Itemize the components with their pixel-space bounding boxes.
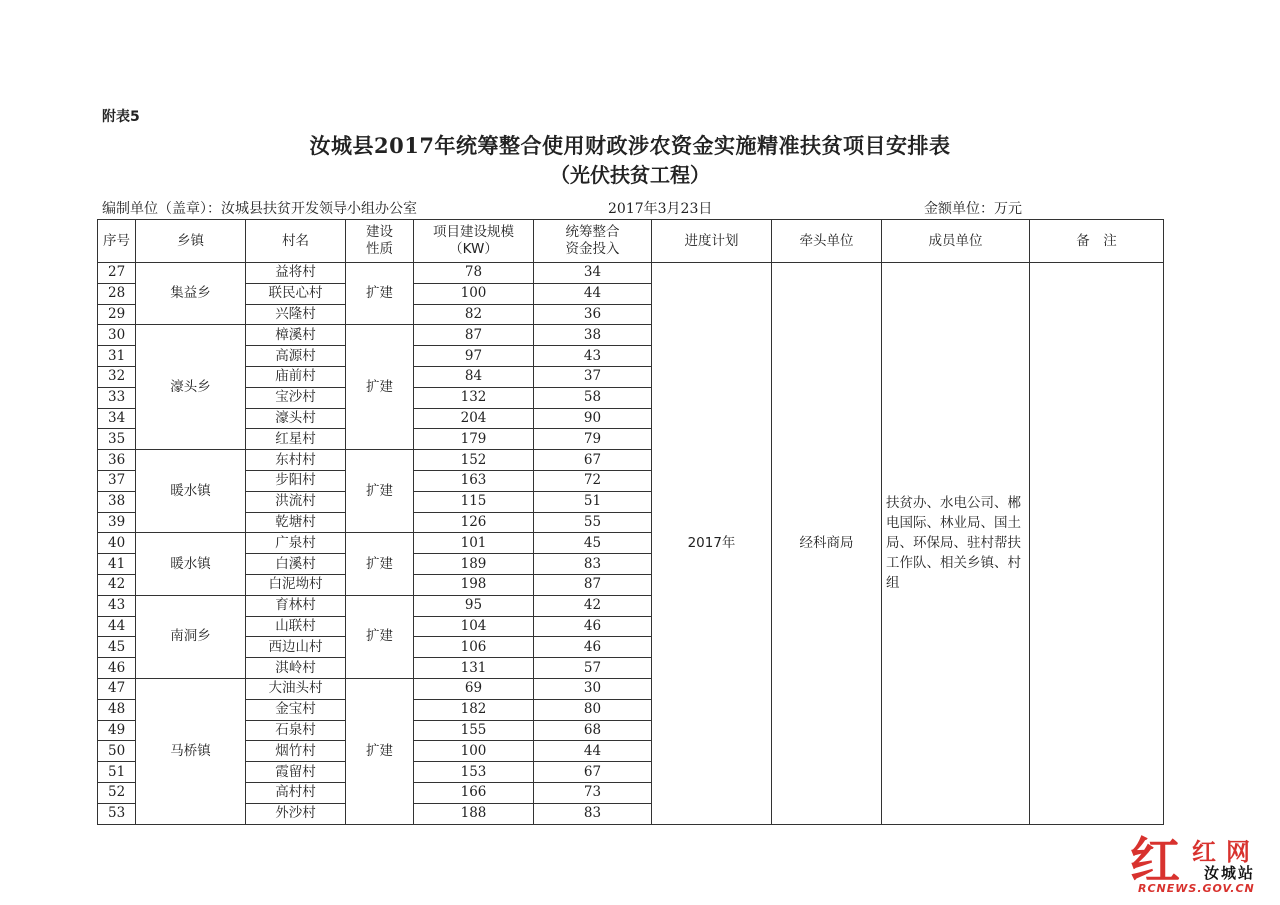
amount-unit: 金额单位：万元 xyxy=(924,201,1022,217)
watermark-station: 汝城站 xyxy=(1204,864,1256,882)
village-cell: 金宝村 xyxy=(246,699,346,720)
scale-cell: 126 xyxy=(414,512,534,533)
fund-cell: 67 xyxy=(534,762,652,783)
village-cell: 霞留村 xyxy=(246,762,346,783)
seq-cell: 48 xyxy=(98,699,136,720)
seq-cell: 50 xyxy=(98,741,136,762)
scale-cell: 100 xyxy=(414,283,534,304)
fund-cell: 87 xyxy=(534,574,652,595)
scale-cell: 182 xyxy=(414,699,534,720)
village-cell: 烟竹村 xyxy=(246,741,346,762)
col-header-fund: 统筹整合 资金投入 xyxy=(534,220,652,263)
seq-cell: 43 xyxy=(98,595,136,616)
table-row xyxy=(98,263,1164,284)
nature-cell: 扩建 xyxy=(346,595,414,678)
fund-cell: 46 xyxy=(534,616,652,637)
seq-cell: 49 xyxy=(98,720,136,741)
village-cell: 濠头村 xyxy=(246,408,346,429)
fund-cell: 58 xyxy=(534,387,652,408)
lead-cell: 经科商局 xyxy=(772,263,882,825)
plan-cell: 2017年 xyxy=(652,263,772,825)
table-body xyxy=(98,263,1164,825)
town-cell: 马桥镇 xyxy=(136,678,246,824)
scale-cell: 101 xyxy=(414,533,534,554)
village-cell: 兴隆村 xyxy=(246,304,346,325)
seq-cell: 29 xyxy=(98,304,136,325)
fund-cell: 79 xyxy=(534,429,652,450)
fund-cell: 30 xyxy=(534,678,652,699)
scale-cell: 153 xyxy=(414,762,534,783)
fund-cell: 55 xyxy=(534,512,652,533)
seq-cell: 46 xyxy=(98,658,136,679)
village-cell: 高源村 xyxy=(246,346,346,367)
nature-cell: 扩建 xyxy=(346,678,414,824)
fund-cell: 46 xyxy=(534,637,652,658)
fund-cell: 68 xyxy=(534,720,652,741)
village-cell: 白泥坳村 xyxy=(246,574,346,595)
scale-cell: 97 xyxy=(414,346,534,367)
remark-cell xyxy=(1030,263,1164,825)
fund-cell: 80 xyxy=(534,699,652,720)
village-cell: 东村村 xyxy=(246,450,346,471)
village-cell: 西边山村 xyxy=(246,637,346,658)
col-header-lead: 牵头单位 xyxy=(772,220,882,263)
seq-cell: 32 xyxy=(98,366,136,387)
village-cell: 淇岭村 xyxy=(246,658,346,679)
village-cell: 山联村 xyxy=(246,616,346,637)
town-cell: 集益乡 xyxy=(136,263,246,325)
village-cell: 洪流村 xyxy=(246,491,346,512)
table-header-row xyxy=(98,220,1164,263)
watermark-url: RCNEWS.GOV.CN xyxy=(1138,882,1255,895)
document-subtitle: （光伏扶贫工程） xyxy=(550,163,710,187)
seq-cell: 36 xyxy=(98,450,136,471)
village-cell: 大油头村 xyxy=(246,678,346,699)
scale-cell: 95 xyxy=(414,595,534,616)
village-cell: 红星村 xyxy=(246,429,346,450)
town-cell: 暖水镇 xyxy=(136,450,246,533)
col-header-town: 乡镇 xyxy=(136,220,246,263)
fund-cell: 36 xyxy=(534,304,652,325)
town-cell: 濠头乡 xyxy=(136,325,246,450)
nature-cell: 扩建 xyxy=(346,263,414,325)
scale-cell: 132 xyxy=(414,387,534,408)
project-table xyxy=(97,219,1164,825)
scale-cell: 100 xyxy=(414,741,534,762)
village-cell: 联民心村 xyxy=(246,283,346,304)
nature-cell: 扩建 xyxy=(346,325,414,450)
seq-cell: 40 xyxy=(98,533,136,554)
seq-cell: 37 xyxy=(98,470,136,491)
document-date: 2017年3月23日 xyxy=(608,201,713,217)
col-header-scale: 项目建设规模 （KW） xyxy=(414,220,534,263)
seq-cell: 35 xyxy=(98,429,136,450)
scale-cell: 84 xyxy=(414,366,534,387)
seq-cell: 44 xyxy=(98,616,136,637)
village-cell: 外沙村 xyxy=(246,803,346,824)
village-cell: 庙前村 xyxy=(246,366,346,387)
compiling-org: 编制单位（盖章）：汝城县扶贫开发领导小组办公室 xyxy=(102,201,417,217)
village-cell: 育林村 xyxy=(246,595,346,616)
document-title: 汝城县2017年统筹整合使用财政涉农资金实施精准扶贫项目安排表 xyxy=(309,133,951,158)
fund-cell: 72 xyxy=(534,470,652,491)
watermark-name: 红网 xyxy=(1192,837,1260,866)
scale-cell: 166 xyxy=(414,782,534,803)
scale-cell: 104 xyxy=(414,616,534,637)
seq-cell: 28 xyxy=(98,283,136,304)
town-cell: 南洞乡 xyxy=(136,595,246,678)
village-cell: 广泉村 xyxy=(246,533,346,554)
scale-cell: 78 xyxy=(414,263,534,284)
town-cell: 暖水镇 xyxy=(136,533,246,595)
fund-cell: 43 xyxy=(534,346,652,367)
fund-cell: 38 xyxy=(534,325,652,346)
village-cell: 宝沙村 xyxy=(246,387,346,408)
seq-cell: 39 xyxy=(98,512,136,533)
seq-cell: 41 xyxy=(98,554,136,575)
scale-cell: 188 xyxy=(414,803,534,824)
col-header-plan: 进度计划 xyxy=(652,220,772,263)
scale-cell: 82 xyxy=(414,304,534,325)
seq-cell: 34 xyxy=(98,408,136,429)
col-header-remark: 备 注 xyxy=(1030,220,1164,263)
seq-cell: 42 xyxy=(98,574,136,595)
fund-cell: 57 xyxy=(534,658,652,679)
scale-cell: 204 xyxy=(414,408,534,429)
col-header-nature: 建设 性质 xyxy=(346,220,414,263)
fund-cell: 44 xyxy=(534,283,652,304)
seq-cell: 31 xyxy=(98,346,136,367)
nature-cell: 扩建 xyxy=(346,533,414,595)
members-cell: 扶贫办、水电公司、郴电国际、林业局、国土局、环保局、驻村帮扶工作队、相关乡镇、村组 xyxy=(882,263,1030,825)
fund-cell: 45 xyxy=(534,533,652,554)
seq-cell: 51 xyxy=(98,762,136,783)
seq-cell: 45 xyxy=(98,637,136,658)
fund-cell: 67 xyxy=(534,450,652,471)
col-header-village: 村名 xyxy=(246,220,346,263)
col-header-seq: 序号 xyxy=(98,220,136,263)
fund-cell: 83 xyxy=(534,803,652,824)
fund-cell: 83 xyxy=(534,554,652,575)
appendix-label: 附表5 xyxy=(102,109,140,125)
village-cell: 高村村 xyxy=(246,782,346,803)
scale-cell: 115 xyxy=(414,491,534,512)
village-cell: 步阳村 xyxy=(246,470,346,491)
seq-cell: 33 xyxy=(98,387,136,408)
nature-cell: 扩建 xyxy=(346,450,414,533)
seq-cell: 27 xyxy=(98,263,136,284)
seq-cell: 30 xyxy=(98,325,136,346)
fund-cell: 51 xyxy=(534,491,652,512)
fund-cell: 44 xyxy=(534,741,652,762)
fund-cell: 73 xyxy=(534,782,652,803)
fund-cell: 34 xyxy=(534,263,652,284)
rednet-logo-icon: 红 xyxy=(1130,831,1180,890)
col-header-members: 成员单位 xyxy=(882,220,1030,263)
scale-cell: 155 xyxy=(414,720,534,741)
village-cell: 白溪村 xyxy=(246,554,346,575)
scale-cell: 198 xyxy=(414,574,534,595)
village-cell: 乾塘村 xyxy=(246,512,346,533)
scale-cell: 106 xyxy=(414,637,534,658)
scale-cell: 69 xyxy=(414,678,534,699)
fund-cell: 42 xyxy=(534,595,652,616)
seq-cell: 38 xyxy=(98,491,136,512)
village-cell: 益将村 xyxy=(246,263,346,284)
scale-cell: 152 xyxy=(414,450,534,471)
seq-cell: 53 xyxy=(98,803,136,824)
seq-cell: 47 xyxy=(98,678,136,699)
scale-cell: 179 xyxy=(414,429,534,450)
village-cell: 石泉村 xyxy=(246,720,346,741)
seq-cell: 52 xyxy=(98,782,136,803)
scale-cell: 87 xyxy=(414,325,534,346)
scale-cell: 131 xyxy=(414,658,534,679)
village-cell: 樟溪村 xyxy=(246,325,346,346)
rednet-watermark xyxy=(1130,832,1270,898)
fund-cell: 37 xyxy=(534,366,652,387)
scale-cell: 189 xyxy=(414,554,534,575)
scale-cell: 163 xyxy=(414,470,534,491)
fund-cell: 90 xyxy=(534,408,652,429)
